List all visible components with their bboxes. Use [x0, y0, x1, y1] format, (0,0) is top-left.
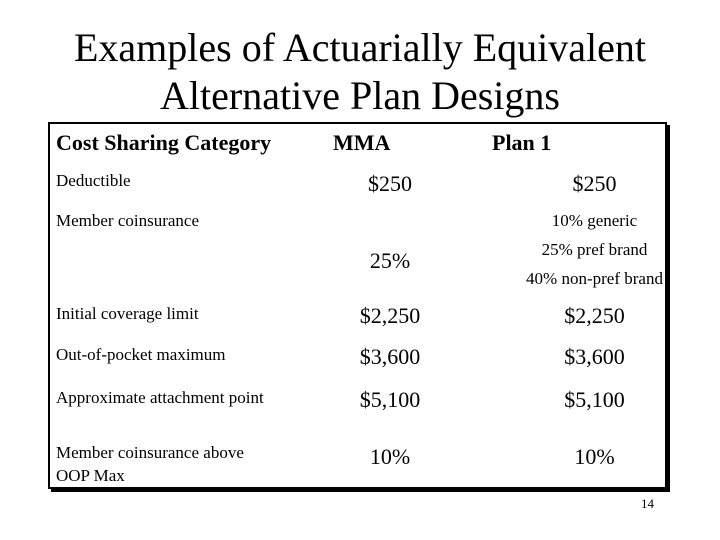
plan1-deductible-value: $250	[572, 171, 617, 196]
row-label-initial-coverage-limit: Initial coverage limit	[56, 304, 199, 323]
mma-member-coinsurance-value: 25%	[369, 248, 411, 273]
row-label-coinsurance-above-oop-line-1: Member coinsurance above	[56, 443, 244, 462]
plan1-attachment-point-value: $5,100	[564, 387, 625, 412]
mma-out-of-pocket-maximum-value: $3,600	[359, 344, 421, 369]
header-cost-sharing-category: Cost Sharing Category	[56, 130, 272, 155]
plan1-coinsurance-generic: 10% generic	[551, 211, 638, 230]
mma-initial-coverage-limit-value: $2,250	[359, 303, 421, 328]
row-label-out-of-pocket-maximum: Out-of-pocket maximum	[56, 345, 226, 364]
row-label-member-coinsurance: Member coinsurance	[56, 211, 200, 230]
page-number: 14	[641, 496, 654, 511]
slide-title-line-2: Alternative Plan Designs	[160, 73, 560, 118]
mma-deductible-value: $250	[368, 171, 412, 196]
slide-title-line-1: Examples of Actuarially Equivalent	[73, 25, 647, 70]
plan1-initial-coverage-limit-value: $2,250	[564, 303, 625, 328]
row-label-coinsurance-above-oop-line-2: OOP Max	[56, 466, 125, 485]
slide-title	[0, 24, 720, 120]
mma-attachment-point-value: $5,100	[359, 387, 421, 412]
header-mma: MMA	[333, 130, 391, 155]
row-label-approximate-attachment-point: Approximate attachment point	[56, 388, 264, 407]
plan1-coinsurance-pref-brand: 25% pref brand	[541, 240, 648, 259]
plan1-coinsurance-above-oop-value: 10%	[574, 444, 615, 469]
header-plan-1: Plan 1	[492, 130, 552, 155]
plan1-coinsurance-non-pref-brand: 40% non-pref brand	[526, 269, 663, 288]
plan1-out-of-pocket-maximum-value: $3,600	[564, 344, 625, 369]
row-label-deductible: Deductible	[56, 171, 131, 190]
cost-sharing-table	[48, 122, 667, 489]
mma-coinsurance-above-oop-value: 10%	[369, 444, 411, 469]
